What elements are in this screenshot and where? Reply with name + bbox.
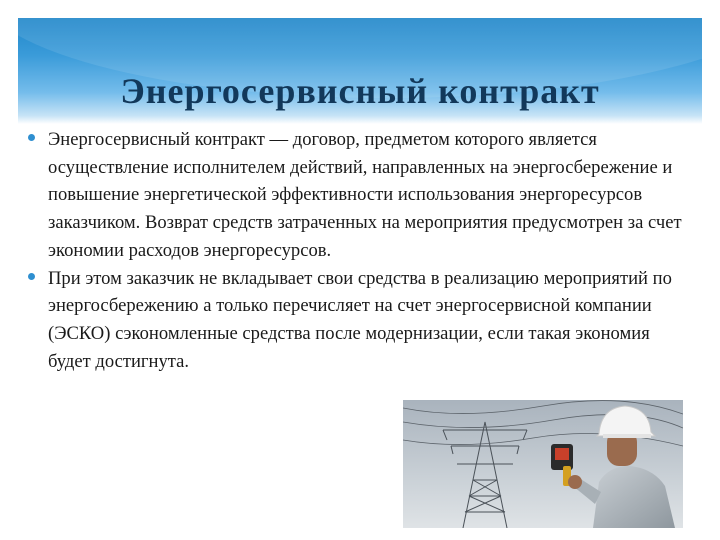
bullet-text: При этом заказчик не вкладывает свои средства в реализацию мероприятий по энергосбережению а только перечисляет на счет энергосервисной компании (ЭСКО) сэкономленные средства после модернизации, если такая экономия будет достигнута. <box>48 267 672 372</box>
bullet-item <box>28 126 688 265</box>
bullet-dot-icon <box>28 134 35 141</box>
slide-title: Энергосервисный контракт <box>120 71 600 111</box>
header-band <box>18 18 702 124</box>
bullet-list <box>28 126 688 375</box>
bullet-text: Энергосервисный контракт — договор, предметом которого является осуществление исполнителем действий, направленных на энергосбережение и повышение энергетической эффективности использования энергоресурсов заказчиком. Возврат средств затраченных на мероприятия предусмотрен за счет экономии расходов энергоресурсов. <box>48 129 682 261</box>
bullet-item <box>28 265 688 376</box>
engineer-power-line-photo <box>403 400 683 528</box>
bullet-dot-icon <box>28 273 35 280</box>
